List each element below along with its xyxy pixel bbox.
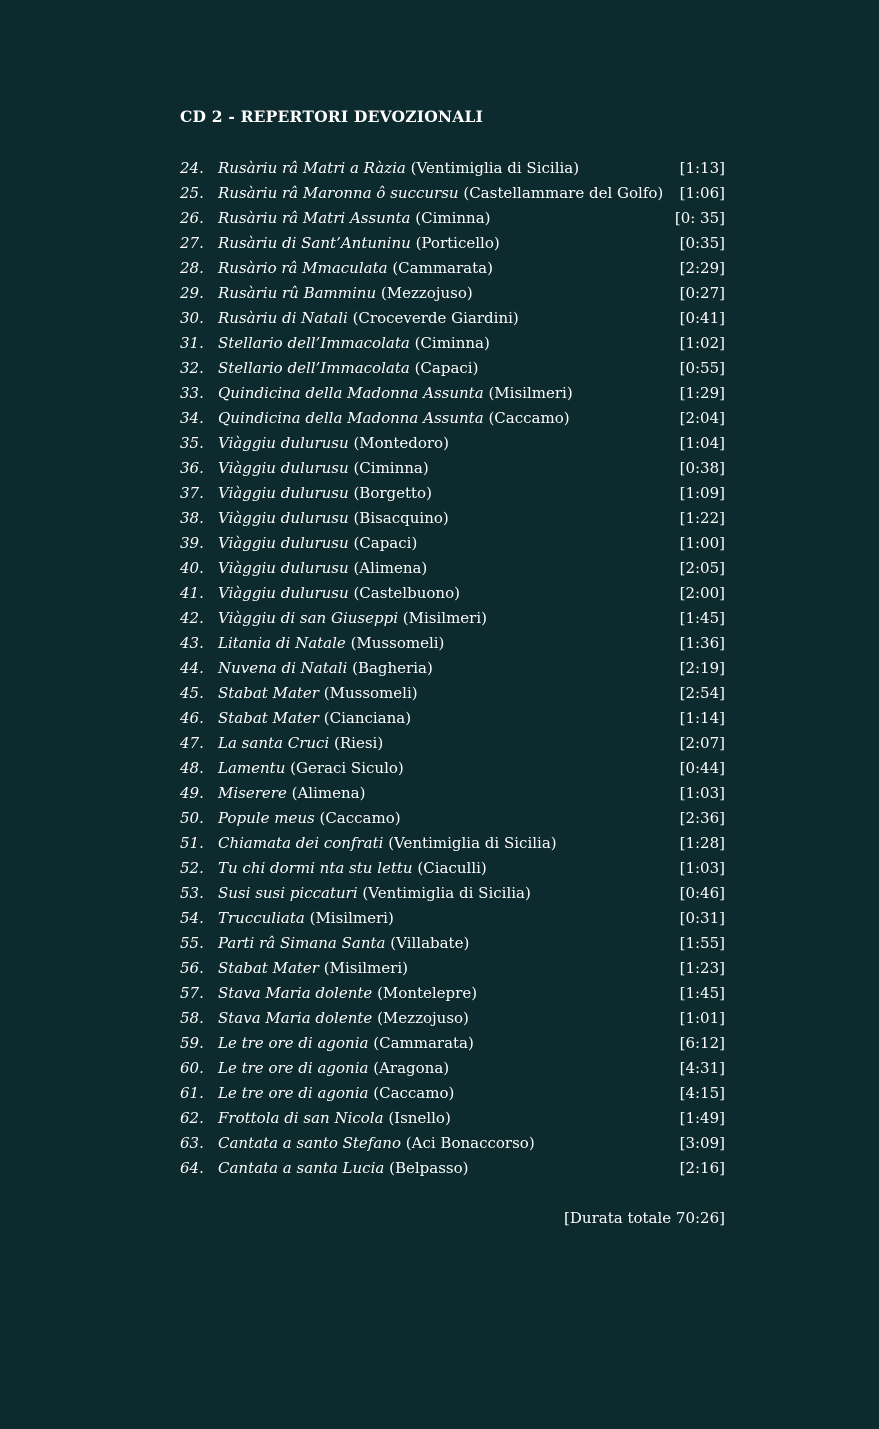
track-title-line — [218, 181, 663, 206]
track-duration: [1:45] — [679, 609, 725, 627]
track-number: 57. — [180, 984, 204, 1002]
track-place: (Bisacquino) — [353, 509, 449, 527]
track-title-line — [218, 1006, 469, 1031]
track-duration: [2:16] — [679, 1159, 725, 1177]
track-number: 42. — [180, 609, 204, 627]
track-title-line — [218, 456, 429, 481]
track-title-line — [218, 656, 433, 681]
track-place: (Mussomeli) — [323, 684, 418, 702]
track-place: (Geraci Siculo) — [290, 759, 404, 777]
track-row — [180, 181, 725, 206]
track-title: Viàggiu di san Giuseppi — [218, 609, 398, 627]
track-title: Rusàriu di Natali — [218, 309, 348, 327]
track-place: (Croceverde Giardini) — [352, 309, 519, 327]
track-row — [180, 206, 725, 231]
track-number: 29. — [180, 284, 204, 302]
track-row — [180, 306, 725, 331]
track-place: (Caccamo) — [319, 809, 401, 827]
track-title: Quindicina della Madonna Assunta — [218, 384, 484, 402]
track-title: Le tre ore di agonia — [218, 1059, 369, 1077]
track-place: (Montelepre) — [377, 984, 478, 1002]
track-number: 62. — [180, 1109, 204, 1127]
track-duration: [4:15] — [679, 1084, 725, 1102]
track-place: (Alimena) — [353, 559, 428, 577]
track-place: (Cianciana) — [323, 709, 412, 727]
track-row — [180, 156, 725, 181]
track-row — [180, 906, 725, 931]
track-place: (Misilmeri) — [323, 959, 408, 977]
track-title: Stabat Mater — [218, 684, 319, 702]
track-number: 49. — [180, 784, 204, 802]
track-place: (Mezzojuso) — [380, 284, 473, 302]
track-title: La santa Cruci — [218, 734, 330, 752]
track-duration: [2:19] — [679, 659, 725, 677]
track-duration: [1:55] — [679, 934, 725, 952]
track-number: 55. — [180, 934, 204, 952]
track-duration: [1:04] — [679, 434, 725, 452]
track-number: 63. — [180, 1134, 204, 1152]
track-title: Viàggiu dulurusu — [218, 559, 349, 577]
track-duration: [4:31] — [679, 1059, 725, 1077]
track-duration: [1:02] — [679, 334, 725, 352]
track-place: (Mezzojuso) — [377, 1009, 469, 1027]
track-place: (Ventimiglia di Sicilia) — [410, 159, 580, 177]
track-duration: [2:54] — [679, 684, 725, 702]
track-row — [180, 756, 725, 781]
track-row — [180, 606, 725, 631]
track-place: (Ciminna) — [353, 459, 429, 477]
track-row — [180, 481, 725, 506]
track-place: (Ciminna) — [414, 334, 490, 352]
track-place: (Borgetto) — [353, 484, 432, 502]
track-number: 50. — [180, 809, 204, 827]
track-row — [180, 881, 725, 906]
track-duration: [1:09] — [679, 484, 725, 502]
track-title-line — [218, 756, 404, 781]
track-duration: [1:14] — [679, 709, 725, 727]
track-number: 47. — [180, 734, 204, 752]
track-number: 51. — [180, 834, 204, 852]
track-title: Rusàrio râ Mmaculata — [218, 259, 388, 277]
track-title: Viàggiu dulurusu — [218, 459, 349, 477]
track-title-line — [218, 931, 469, 956]
track-duration: [1:01] — [679, 1009, 725, 1027]
track-title: Viàggiu dulurusu — [218, 509, 349, 527]
track-duration: [1:06] — [679, 184, 725, 202]
track-title-line — [218, 306, 519, 331]
track-title: Rusàriu rû Bamminu — [218, 284, 377, 302]
track-title: Stabat Mater — [218, 709, 319, 727]
track-title-line — [218, 606, 487, 631]
track-duration: [1:23] — [679, 959, 725, 977]
track-number: 38. — [180, 509, 204, 527]
track-title-line — [218, 1106, 451, 1131]
track-row — [180, 781, 725, 806]
track-duration: [2:04] — [679, 409, 725, 427]
track-title: Quindicina della Madonna Assunta — [218, 409, 484, 427]
track-title-line — [218, 856, 487, 881]
track-title-line — [218, 356, 478, 381]
track-title: Rusàriu râ Matri a Ràzia — [218, 159, 406, 177]
track-title-line — [218, 906, 394, 931]
total-duration: [Durata totale 70:26] — [564, 1209, 725, 1227]
track-row — [180, 856, 725, 881]
track-number: 58. — [180, 1009, 204, 1027]
track-title-line — [218, 631, 444, 656]
track-title: Le tre ore di agonia — [218, 1084, 369, 1102]
track-number: 45. — [180, 684, 204, 702]
track-place: (Caccamo) — [488, 409, 570, 427]
track-title-line — [218, 531, 417, 556]
track-title-line — [218, 831, 557, 856]
track-row — [180, 381, 725, 406]
track-duration: [2:00] — [679, 584, 725, 602]
track-duration: [2:36] — [679, 809, 725, 827]
track-place: (Isnello) — [388, 1109, 451, 1127]
track-row — [180, 256, 725, 281]
track-title-line — [218, 1031, 474, 1056]
track-place: (Montedoro) — [353, 434, 449, 452]
track-title: Stellario dell’Immacolata — [218, 359, 410, 377]
track-duration: [0: 35] — [674, 209, 725, 227]
track-place: (Castelbuono) — [353, 584, 460, 602]
track-number: 48. — [180, 759, 204, 777]
track-duration: [0:35] — [679, 234, 725, 252]
track-list — [180, 156, 725, 1181]
track-title: Miserere — [218, 784, 287, 802]
track-row — [180, 956, 725, 981]
track-title-line — [218, 806, 401, 831]
track-row — [180, 1156, 725, 1181]
track-row — [180, 556, 725, 581]
track-duration: [0:55] — [679, 359, 725, 377]
track-place: (Misilmeri) — [402, 609, 488, 627]
track-title-line — [218, 681, 418, 706]
track-place: (Cammarata) — [392, 259, 493, 277]
track-row — [180, 806, 725, 831]
track-title: Rusàriu râ Matri Assunta — [218, 209, 411, 227]
track-title-line — [218, 881, 531, 906]
track-place: (Castellammare del Golfo) — [463, 184, 664, 202]
track-duration: [1:49] — [679, 1109, 725, 1127]
track-duration: [0:46] — [679, 884, 725, 902]
track-place: (Mussomeli) — [350, 634, 445, 652]
track-title-line — [218, 256, 493, 281]
track-row — [180, 356, 725, 381]
track-duration: [0:27] — [679, 284, 725, 302]
track-number: 35. — [180, 434, 204, 452]
track-number: 53. — [180, 884, 204, 902]
track-row — [180, 1031, 725, 1056]
track-title-line — [218, 956, 408, 981]
track-number: 30. — [180, 309, 204, 327]
track-title-line — [218, 556, 427, 581]
track-row — [180, 231, 725, 256]
track-title-line — [218, 481, 432, 506]
track-number: 44. — [180, 659, 204, 677]
track-title: Viàggiu dulurusu — [218, 584, 349, 602]
track-place: (Alimena) — [291, 784, 366, 802]
track-title: Litania di Natale — [218, 634, 346, 652]
track-number: 41. — [180, 584, 204, 602]
track-duration: [1:28] — [679, 834, 725, 852]
track-row — [180, 581, 725, 606]
track-number: 40. — [180, 559, 204, 577]
track-row — [180, 681, 725, 706]
cd-heading: CD 2 - REPERTORI DEVOZIONALI — [180, 107, 484, 126]
track-duration: [2:05] — [679, 559, 725, 577]
track-duration: [0:44] — [679, 759, 725, 777]
track-title: Lamentu — [218, 759, 286, 777]
track-title: Viàggiu dulurusu — [218, 484, 349, 502]
track-number: 52. — [180, 859, 204, 877]
track-title: Rusàriu râ Maronna ô succursu — [218, 184, 459, 202]
track-place: (Aragona) — [373, 1059, 450, 1077]
track-row — [180, 1056, 725, 1081]
track-place: (Capaci) — [353, 534, 418, 552]
track-row — [180, 706, 725, 731]
track-place: (Ventimiglia di Sicilia) — [362, 884, 531, 902]
track-title: Parti râ Simana Santa — [218, 934, 386, 952]
track-title: Le tre ore di agonia — [218, 1034, 369, 1052]
track-place: (Villabate) — [390, 934, 470, 952]
track-number: 31. — [180, 334, 204, 352]
track-duration: [0:38] — [679, 459, 725, 477]
track-row — [180, 931, 725, 956]
track-number: 54. — [180, 909, 204, 927]
track-place: (Ciaculli) — [417, 859, 487, 877]
track-row — [180, 981, 725, 1006]
tracklist-page — [180, 106, 725, 1229]
track-number: 34. — [180, 409, 204, 427]
track-place: (Misilmeri) — [309, 909, 394, 927]
track-number: 43. — [180, 634, 204, 652]
track-title: Stellario dell’Immacolata — [218, 334, 410, 352]
track-duration: [2:07] — [679, 734, 725, 752]
track-duration: [2:29] — [679, 259, 725, 277]
track-row — [180, 631, 725, 656]
track-place: (Misilmeri) — [488, 384, 573, 402]
track-row — [180, 1006, 725, 1031]
track-title: Viàggiu dulurusu — [218, 534, 349, 552]
track-title: Rusàriu di Sant’Antuninu — [218, 234, 411, 252]
track-row — [180, 1106, 725, 1131]
track-place: (Capaci) — [414, 359, 479, 377]
track-title-line — [218, 1081, 454, 1106]
track-title-line — [218, 1131, 535, 1156]
track-title: Viàggiu dulurusu — [218, 434, 349, 452]
track-duration: [1:03] — [679, 784, 725, 802]
track-number: 60. — [180, 1059, 204, 1077]
track-place: (Riesi) — [334, 734, 384, 752]
track-row — [180, 406, 725, 431]
track-title: Trucculiata — [218, 909, 305, 927]
track-title-line — [218, 331, 490, 356]
track-place: (Bagheria) — [352, 659, 433, 677]
track-number: 25. — [180, 184, 204, 202]
track-title: Nuvena di Natali — [218, 659, 348, 677]
track-duration: [1:45] — [679, 984, 725, 1002]
track-number: 61. — [180, 1084, 204, 1102]
track-title: Cantata a santo Stefano — [218, 1134, 401, 1152]
track-row — [180, 1131, 725, 1156]
track-title-line — [218, 381, 573, 406]
track-duration: [1:13] — [679, 159, 725, 177]
track-duration: [6:12] — [679, 1034, 725, 1052]
track-title: Stava Maria dolente — [218, 1009, 373, 1027]
track-place: (Ciminna) — [415, 209, 491, 227]
track-row — [180, 456, 725, 481]
track-row — [180, 1081, 725, 1106]
track-title-line — [218, 981, 477, 1006]
track-title: Cantata a santa Lucia — [218, 1159, 385, 1177]
track-number: 27. — [180, 234, 204, 252]
track-title-line — [218, 731, 383, 756]
track-row — [180, 331, 725, 356]
track-row — [180, 831, 725, 856]
track-duration: [0:41] — [679, 309, 725, 327]
track-number: 36. — [180, 459, 204, 477]
track-row — [180, 431, 725, 456]
track-duration: [1:36] — [679, 634, 725, 652]
track-title-line — [218, 706, 411, 731]
track-number: 32. — [180, 359, 204, 377]
track-title: Frottola di san Nicola — [218, 1109, 384, 1127]
track-title-line — [218, 406, 570, 431]
track-number: 33. — [180, 384, 204, 402]
track-title-line — [218, 206, 491, 231]
track-title-line — [218, 581, 460, 606]
track-title: Tu chi dormi nta stu lettu — [218, 859, 413, 877]
track-number: 24. — [180, 159, 204, 177]
track-number: 28. — [180, 259, 204, 277]
track-title-line — [218, 506, 449, 531]
track-row — [180, 731, 725, 756]
track-title: Chiamata dei confrati — [218, 834, 384, 852]
track-title-line — [218, 231, 500, 256]
track-title-line — [218, 1156, 468, 1181]
track-place: (Belpasso) — [389, 1159, 469, 1177]
track-row — [180, 281, 725, 306]
track-duration: [1:03] — [679, 859, 725, 877]
track-duration: [0:31] — [679, 909, 725, 927]
track-number: 26. — [180, 209, 204, 227]
track-row — [180, 506, 725, 531]
track-number: 56. — [180, 959, 204, 977]
track-place: (Porticello) — [415, 234, 500, 252]
track-title-line — [218, 156, 579, 181]
track-number: 46. — [180, 709, 204, 727]
track-duration: [1:00] — [679, 534, 725, 552]
track-place: (Cammarata) — [373, 1034, 474, 1052]
track-duration: [3:09] — [679, 1134, 725, 1152]
track-row — [180, 531, 725, 556]
track-number: 64. — [180, 1159, 204, 1177]
track-title: Popule meus — [218, 809, 315, 827]
track-title: Stabat Mater — [218, 959, 319, 977]
track-title-line — [218, 1056, 449, 1081]
track-number: 59. — [180, 1034, 204, 1052]
track-number: 39. — [180, 534, 204, 552]
track-place: (Caccamo) — [373, 1084, 455, 1102]
track-title: Susi susi piccaturi — [218, 884, 358, 902]
track-duration: [1:22] — [679, 509, 725, 527]
track-title: Stava Maria dolente — [218, 984, 373, 1002]
track-place: (Aci Bonaccorso) — [405, 1134, 535, 1152]
track-duration: [1:29] — [679, 384, 725, 402]
track-place: (Ventimiglia di Sicilia) — [388, 834, 557, 852]
track-row — [180, 656, 725, 681]
track-title-line — [218, 281, 473, 306]
track-number: 37. — [180, 484, 204, 502]
track-title-line — [218, 431, 449, 456]
track-title-line — [218, 781, 365, 806]
